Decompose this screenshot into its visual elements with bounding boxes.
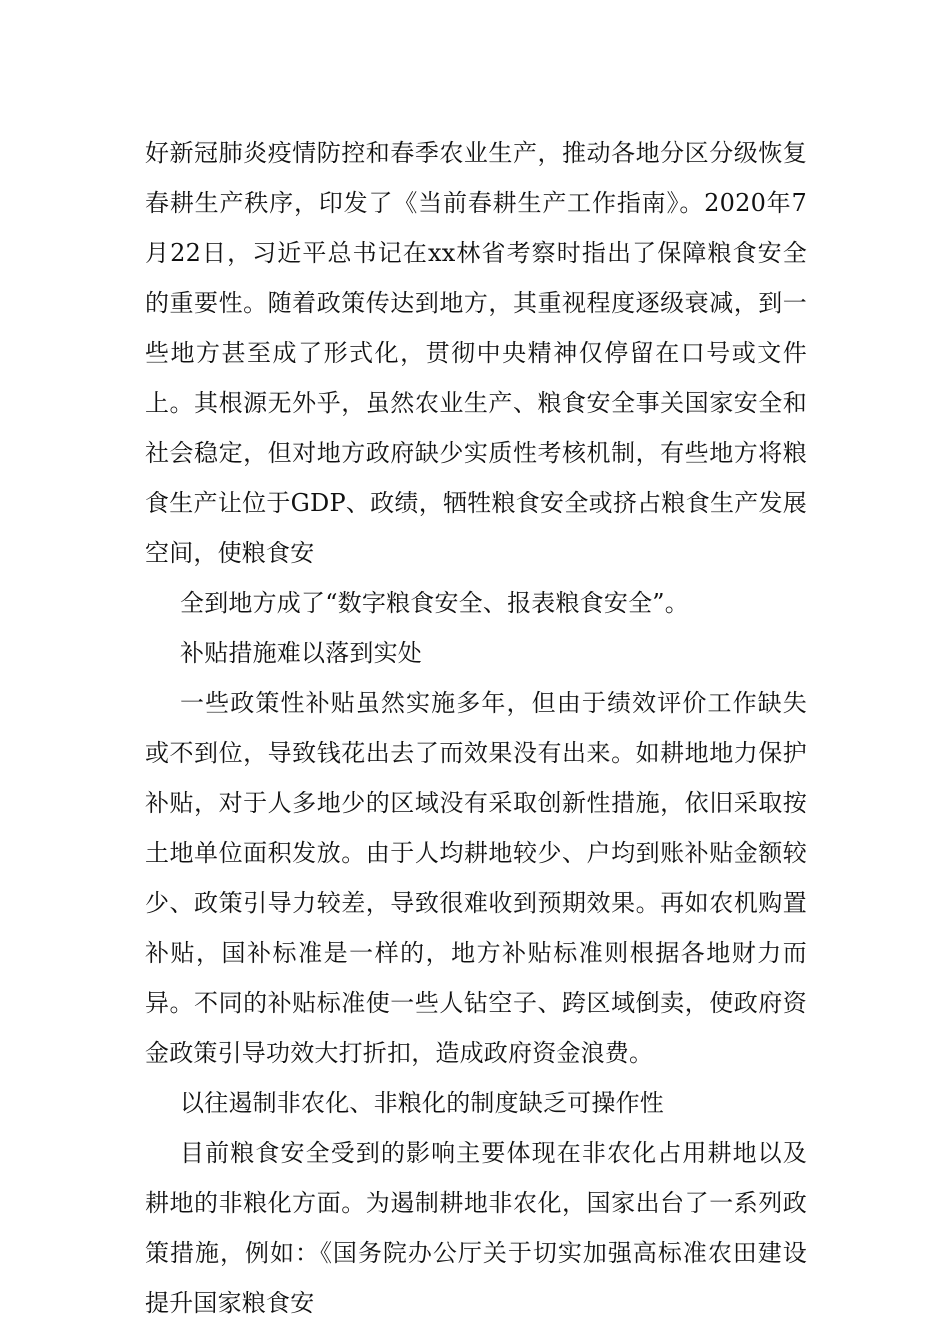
paragraph-3: 一些政策性补贴虽然实施多年，但由于绩效评价工作缺失或不到位，导致钱花出去了而效果没有出来。如耕地地力保护补贴，对于人多地少的区域没有采取创新性措施，依旧采取按土地单位面积发放。由于人均耕地较少、户均到账补贴金额较少、政策引导力较差，导致很难收到预期效果。再如农机购置补贴，国补标准是一样的，地方补贴标准则根据各地财力而异。不同的补贴标准使一些人钻空子、跨区域倒卖，使政府资金政策引导功效大打折扣，造成政府资金浪费。 bbox=[145, 689, 807, 1067]
section-heading-non-agricultural: 以往遏制非农化、非粮化的制度缺乏可操作性 bbox=[180, 1089, 664, 1117]
paragraph-2: 全到地方成了“数字粮食安全、报表粮食安全”。 bbox=[180, 589, 689, 617]
paragraph-4: 目前粮食安全受到的影响主要体现在非农化占用耕地以及耕地的非粮化方面。为遏制耕地非农化，国家出台了一系列政策措施，例如：《国务院办公厅关于切实加强高标准农田建设提升国家粮食安 bbox=[145, 1139, 807, 1317]
document-body bbox=[145, 128, 807, 1328]
section-heading-subsidy: 补贴措施难以落到实处 bbox=[180, 639, 422, 667]
paragraph-1: 好新冠肺炎疫情防控和春季农业生产，推动各地分区分级恢复春耕生产秩序，印发了《当前春耕生产工作指南》。2020年7月22日，习近平总书记在xx林省考察时指出了保障粮食安全的重要性。随着政策传达到地方，其重视程度逐级衰减，到一些地方甚至成了形式化，贯彻中央精神仅停留在口号或文件上。其根源无外乎，虽然农业生产、粮食安全事关国家安全和社会稳定，但对地方政府缺少实质性考核机制，有些地方将粮食生产让位于GDP、政绩，牺牲粮食安全或挤占粮食生产发展空间，使粮食安 bbox=[145, 139, 807, 567]
